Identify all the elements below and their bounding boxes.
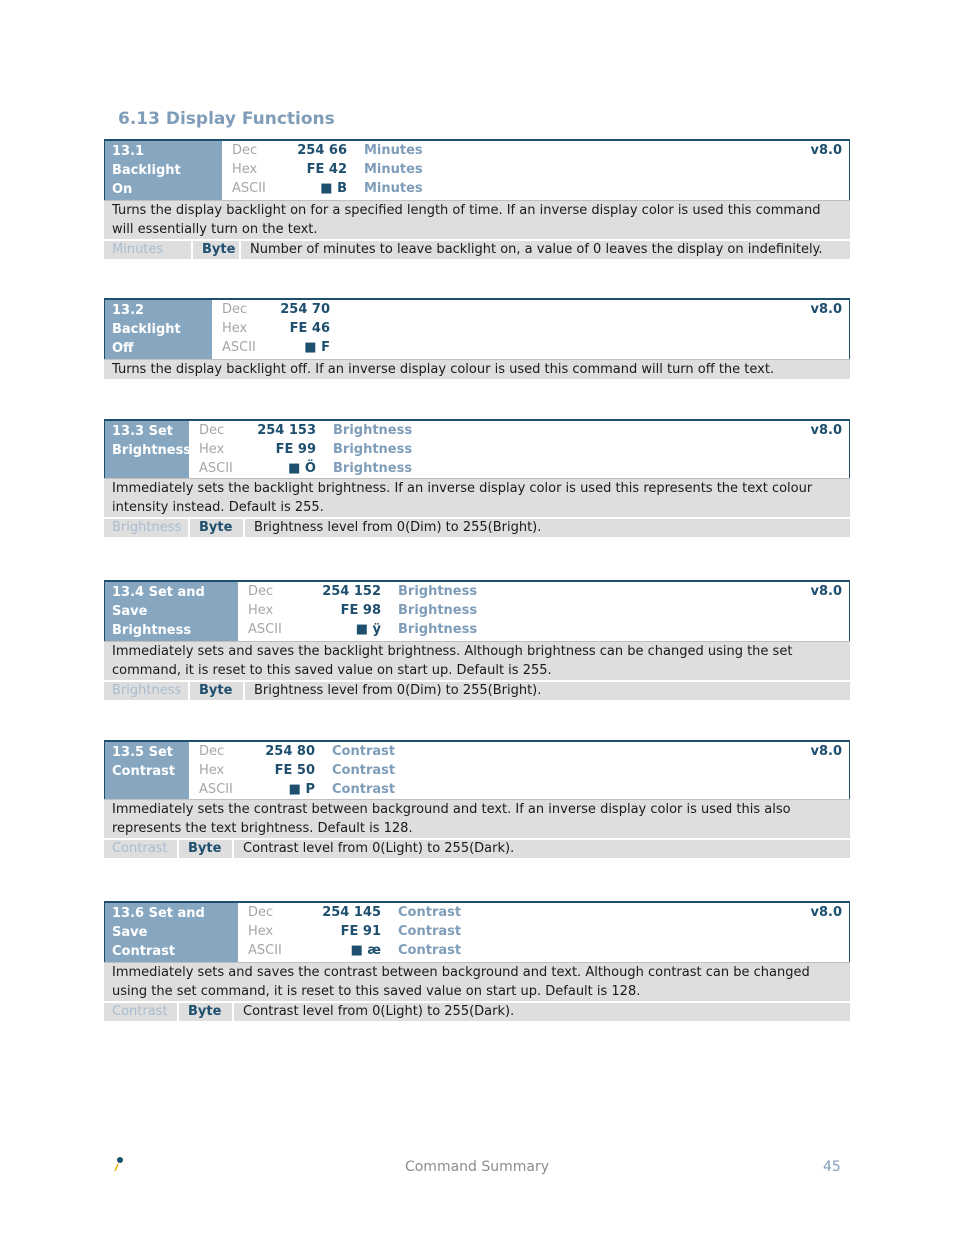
param-description: Number of minutes to leave backlight on, a value of 0 leaves the display on indefinitely. — [250, 242, 823, 257]
ascii-label: ASCII — [199, 782, 233, 797]
command-description: Turns the display backlight off. If an inverse display colour is used this command will turn off the text. — [104, 359, 850, 379]
dec-value: 254 70 — [280, 302, 330, 317]
ascii-label: ASCII — [232, 181, 266, 196]
ascii-value: ■ P — [288, 782, 315, 797]
dec-value: 254 66 — [297, 143, 347, 158]
param-label: Brightness — [398, 584, 478, 599]
version-badge: v8.0 — [810, 744, 842, 759]
param-type: Byte — [179, 840, 234, 858]
param-label: Brightness — [398, 603, 478, 618]
command-block-backlight-off — [104, 298, 850, 379]
command-title: 13.5 Set Contrast — [105, 742, 189, 799]
param-label: Contrast — [332, 744, 396, 759]
command-header — [104, 419, 850, 478]
ascii-label: ASCII — [199, 461, 233, 476]
hex-value: FE 46 — [289, 321, 330, 336]
hex-value: FE 99 — [275, 442, 316, 457]
command-description: Turns the display backlight on for a specified length of time. If an inverse display color is used this command will essentially turn on the text. — [104, 200, 850, 239]
command-block-backlight-on — [104, 139, 850, 259]
dec-label: Dec — [232, 143, 258, 158]
parameter-row — [104, 1001, 850, 1021]
param-name: Brightness — [104, 682, 190, 700]
param-label: Minutes — [364, 181, 423, 196]
command-header — [104, 298, 850, 359]
command-block-set-contrast — [104, 740, 850, 858]
parameter-row — [104, 239, 850, 259]
hex-value: FE 42 — [306, 162, 347, 177]
param-label: Brightness — [333, 442, 413, 457]
page-number: 45 — [823, 1159, 841, 1175]
ascii-label: ASCII — [248, 622, 282, 637]
command-header — [104, 580, 850, 641]
param-label: Minutes — [364, 162, 423, 177]
param-name: Minutes — [104, 241, 193, 259]
ascii-label: ASCII — [222, 340, 256, 355]
dec-value: 254 153 — [257, 423, 316, 438]
command-codes — [189, 421, 849, 478]
param-description: Contrast level from 0(Light) to 255(Dark). — [243, 1004, 515, 1019]
param-label: Brightness — [333, 461, 413, 476]
command-codes — [238, 582, 849, 641]
ascii-label: ASCII — [248, 943, 282, 958]
version-badge: v8.0 — [810, 905, 842, 920]
hex-label: Hex — [248, 924, 274, 939]
ascii-value: ■ ÿ — [355, 622, 381, 637]
command-title: 13.6 Set and Save Contrast — [105, 903, 238, 962]
param-type: Byte — [179, 1003, 234, 1021]
dec-label: Dec — [199, 744, 225, 759]
param-description: Contrast level from 0(Light) to 255(Dark). — [243, 841, 515, 856]
section-heading: 6.13 Display Functions — [118, 109, 335, 129]
command-block-set-brightness — [104, 419, 850, 537]
command-title: 13.1 Backlight On — [105, 141, 222, 200]
version-badge: v8.0 — [810, 584, 842, 599]
param-label: Brightness — [333, 423, 413, 438]
command-codes — [189, 742, 849, 799]
param-type: Byte — [190, 682, 245, 700]
command-block-set-save-brightness — [104, 580, 850, 700]
param-label: Minutes — [364, 143, 423, 158]
ascii-value: ■ F — [304, 340, 330, 355]
dec-value: 254 145 — [322, 905, 381, 920]
version-badge: v8.0 — [810, 423, 842, 438]
footer-title: Command Summary — [404, 1159, 550, 1175]
command-title: 13.4 Set and Save Brightness — [105, 582, 238, 641]
hex-value: FE 91 — [340, 924, 381, 939]
command-description: Immediately sets the contrast between background and text. If an inverse display color is used this also represents the text brightness. Default is 128. — [104, 799, 850, 838]
dec-value: 254 80 — [265, 744, 315, 759]
hex-value: FE 98 — [340, 603, 381, 618]
ascii-value: ■ æ — [350, 943, 381, 958]
param-label: Brightness — [398, 622, 478, 637]
command-header — [104, 740, 850, 799]
version-badge: v8.0 — [810, 143, 842, 158]
param-label: Contrast — [398, 943, 462, 958]
command-codes — [238, 903, 849, 962]
command-codes — [212, 300, 849, 359]
ascii-value: ■ B — [320, 181, 347, 196]
hex-label: Hex — [222, 321, 248, 336]
hex-label: Hex — [248, 603, 274, 618]
command-title: 13.3 Set Brightness — [105, 421, 189, 478]
parameter-row — [104, 680, 850, 700]
param-name: Contrast — [104, 1003, 179, 1021]
ascii-value: ■ Ö — [288, 461, 316, 476]
param-label: Contrast — [332, 763, 396, 778]
param-label: Contrast — [398, 905, 462, 920]
hex-value: FE 50 — [274, 763, 315, 778]
dec-label: Dec — [248, 584, 274, 599]
param-label: Contrast — [398, 924, 462, 939]
command-header — [104, 901, 850, 962]
command-block-set-save-contrast — [104, 901, 850, 1021]
hex-label: Hex — [199, 763, 225, 778]
dec-value: 254 152 — [322, 584, 381, 599]
hex-label: Hex — [232, 162, 258, 177]
hex-label: Hex — [199, 442, 225, 457]
command-description: Immediately sets and saves the backlight brightness. Although brightness can be changed using the set command, it is reset to this saved value on start up. Default is 255. — [104, 641, 850, 680]
param-type: Byte — [193, 241, 241, 259]
parameter-row — [104, 838, 850, 858]
param-description: Brightness level from 0(Dim) to 255(Bright). — [254, 683, 542, 698]
command-description: Immediately sets the backlight brightness. If an inverse display color is used this represents the text colour intensity instead. Default is 255. — [104, 478, 850, 517]
param-name: Contrast — [104, 840, 179, 858]
command-title: 13.2 Backlight Off — [105, 300, 212, 359]
dec-label: Dec — [248, 905, 274, 920]
command-header — [104, 139, 850, 200]
dec-label: Dec — [199, 423, 225, 438]
command-codes — [222, 141, 849, 200]
parameter-row — [104, 517, 850, 537]
param-description: Brightness level from 0(Dim) to 255(Bright). — [254, 520, 542, 535]
command-description: Immediately sets and saves the contrast between background and text. Although contrast can be changed using the set command, it is reset to this saved value on start up. Default is 128. — [104, 962, 850, 1001]
param-name: Brightness — [104, 519, 190, 537]
version-badge: v8.0 — [810, 302, 842, 317]
param-label: Contrast — [332, 782, 396, 797]
param-type: Byte — [190, 519, 245, 537]
dec-label: Dec — [222, 302, 248, 317]
